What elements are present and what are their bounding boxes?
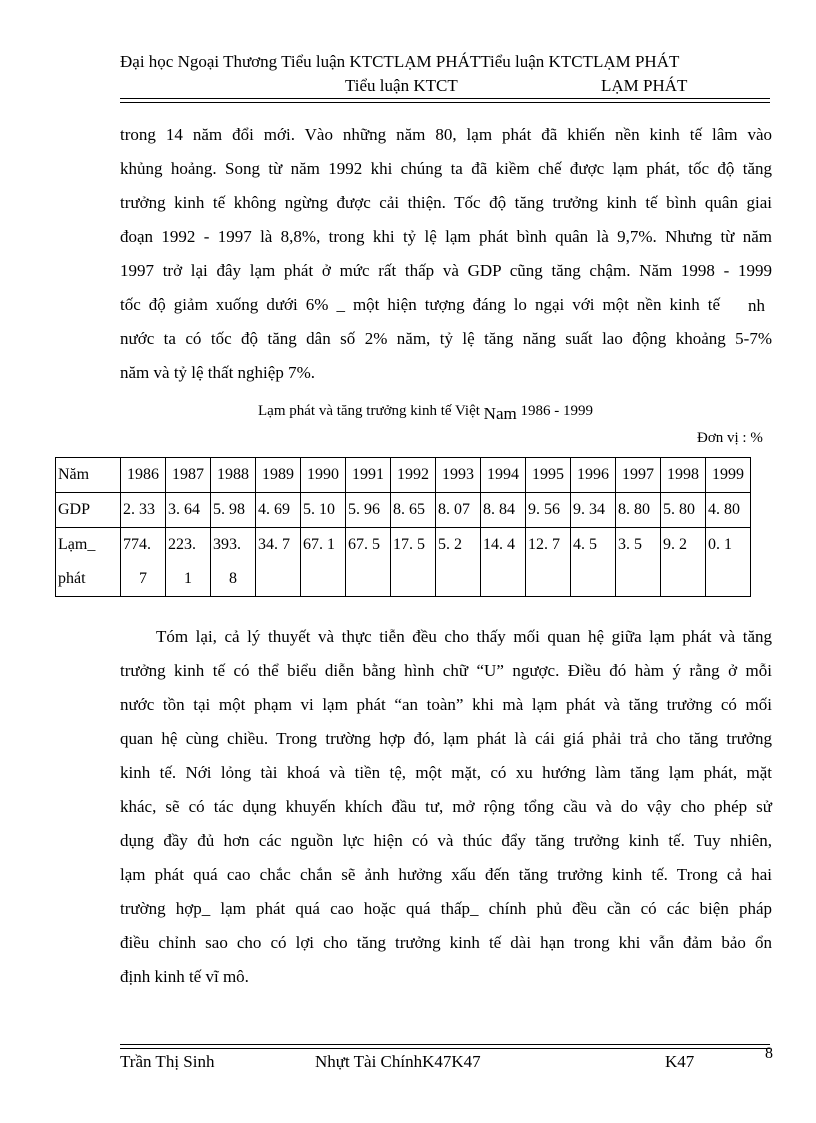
p2-line: khác, sẽ có tác dụng khuyến khích đầu tư, mở rộng tổng cầu và do vậy cho phép sử: [120, 797, 772, 816]
p2-line: kinh tế. Nới lỏng tài khoá và tiền tệ, một mặt, có xu hướng làm tăng lạm phát, mặt: [120, 763, 772, 782]
table-row-inflation: [56, 528, 751, 563]
table-cell-inflation-cont: [301, 562, 346, 597]
table-cell-inflation: 0. 1: [706, 528, 751, 563]
footer-author: Trần Thị Sinh: [120, 1052, 215, 1071]
table-title-years: 1986 - 1999: [520, 403, 593, 419]
paragraph-1: [120, 118, 772, 390]
header-line-1: Đại học Ngoại Thương Tiểu luận KTCTLẠM PHÁTTiểu luận KTCTLẠM PHÁT: [120, 52, 680, 71]
table-cell-inflation: 5. 2: [436, 528, 481, 563]
table-cell-inflation: 67. 5: [346, 528, 391, 563]
table-cell-inflation: 14. 4: [481, 528, 526, 563]
p1-line: tốc độ giảm xuống dưới 6% _ một hiện tượng đáng lo ngại với một nền kinh tế: [120, 295, 720, 314]
table-cell-inflation: 774.: [121, 528, 166, 563]
table-cell-gdp: 5. 10: [301, 493, 346, 528]
table-row-gdp: [56, 493, 751, 528]
table-cell-gdp: 8. 80: [616, 493, 661, 528]
p2-line: trưởng kinh tế có thể biểu diễn bằng hình chữ “U” ngược. Điều đó hàm ý rằng ở mỗi: [120, 661, 772, 680]
table-cell-inflation-cont: 1: [166, 562, 211, 597]
table-cell-gdp: 9. 56: [526, 493, 571, 528]
header-rule-2: [120, 102, 770, 103]
table-header-cell: 1991: [346, 458, 391, 493]
table-title-sub: Nam: [483, 404, 517, 423]
table-cell-inflation-cont: [391, 562, 436, 597]
table-cell-inflation: 223.: [166, 528, 211, 563]
table-cell-inflation: 17. 5: [391, 528, 436, 563]
table-header-cell: 1994: [481, 458, 526, 493]
table-cell-inflation: Lạm_: [56, 528, 121, 563]
table-cell-inflation-cont: [526, 562, 571, 597]
p1-subscript: nh: [748, 296, 765, 315]
table-header-cell: 1989: [256, 458, 301, 493]
table-header-cell: 1999: [706, 458, 751, 493]
table-cell-inflation-cont: 7: [121, 562, 166, 597]
table-cell-gdp: 5. 98: [211, 493, 256, 528]
table-cell-inflation-cont: [661, 562, 706, 597]
table-cell-gdp: 2. 33: [121, 493, 166, 528]
p2-line: điều chỉnh sao cho có lợi cho tăng trưởng kinh tế dài hạn trong khi vẫn đảm bảo ổn: [120, 933, 772, 952]
data-table: [55, 457, 751, 597]
p1-line: trưởng kinh tế không ngừng được cải thiện. Tốc độ tăng trưởng kinh tế bình quân giai: [120, 193, 772, 212]
p1-line: trong 14 năm đổi mới. Vào những năm 80, lạm phát đã khiến nền kinh tế lâm vào: [120, 125, 772, 144]
footer-cohort: K47: [665, 1052, 695, 1071]
paragraph-2: [120, 620, 772, 994]
p2-line: trường hợp_ lạm phát quá cao hoặc quá thấp_ chính phủ đều cần có các biện pháp: [120, 899, 772, 918]
unit-label: Đơn vị : %: [697, 430, 763, 446]
table-cell-gdp: 9. 34: [571, 493, 616, 528]
table-header-cell: 1998: [661, 458, 706, 493]
p1-line: khủng hoảng. Song từ năm 1992 khi chúng ta đã kiềm chế được lạm phát, tốc độ tăng: [120, 159, 772, 178]
table-cell-inflation: 393.: [211, 528, 256, 563]
table-header-cell: 1986: [121, 458, 166, 493]
footer-class: Nhựt Tài ChínhK47K47: [315, 1052, 481, 1071]
table-header-cell: 1997: [616, 458, 661, 493]
table-cell-gdp: GDP: [56, 493, 121, 528]
table-cell-gdp: 4. 80: [706, 493, 751, 528]
table-cell-inflation-cont: 8: [211, 562, 256, 597]
header-rule: [120, 98, 770, 99]
p2-line: định kinh tế vĩ mô.: [120, 967, 249, 986]
p1-line: đoạn 1992 - 1997 là 8,8%, trong khi tỷ lệ lạm phát bình quân là 9,7%. Nhưng từ năm: [120, 227, 772, 246]
table-cell-inflation: 12. 7: [526, 528, 571, 563]
table-header-row: [56, 458, 751, 493]
page-number: 8: [765, 1045, 773, 1062]
p1-line: năm và tỷ lệ thất nghiệp 7%.: [120, 363, 315, 382]
footer-rule: [120, 1044, 770, 1045]
table-cell-inflation-cont: [706, 562, 751, 597]
table-cell-inflation-cont: [346, 562, 391, 597]
table-cell-gdp: 8. 84: [481, 493, 526, 528]
table-cell-inflation: 9. 2: [661, 528, 706, 563]
table-header-cell: 1992: [391, 458, 436, 493]
p2-line: lạm phát quá cao chắc chắn sẽ ảnh hưởng xấu đến tăng trưởng kinh tế. Trong cả hai: [120, 865, 772, 884]
table-header-cell: 1990: [301, 458, 346, 493]
p2-line: quan hệ cùng chiều. Trong trường hợp đó, lạm phát là cái giá phải trả cho tăng trưởng: [120, 729, 772, 748]
table-cell-inflation: 4. 5: [571, 528, 616, 563]
table-title: [258, 400, 593, 423]
header-doc-title: Tiểu luận KTCT: [345, 76, 458, 95]
table-cell-inflation-cont: [481, 562, 526, 597]
p2-line: Tóm lại, cả lý thuyết và thực tiễn đều cho thấy mối quan hệ giữa lạm phát và tăng: [156, 627, 772, 646]
table-cell-inflation: 3. 5: [616, 528, 661, 563]
table-header-cell: 1993: [436, 458, 481, 493]
table-cell-inflation-cont: [256, 562, 301, 597]
table-cell-gdp: 5. 80: [661, 493, 706, 528]
table-cell-gdp: 3. 64: [166, 493, 211, 528]
table-cell-inflation-cont: [571, 562, 616, 597]
table-cell-inflation: 67. 1: [301, 528, 346, 563]
table-header-cell: 1988: [211, 458, 256, 493]
table-row-inflation-cont: [56, 562, 751, 597]
table-cell-gdp: 5. 96: [346, 493, 391, 528]
table-title-text: Lạm phát và tăng trưởng kinh tế Việt: [258, 403, 480, 419]
header-topic: LẠM PHÁT: [601, 76, 688, 95]
p1-line: nước ta có tốc độ tăng dân số 2% năm, tỷ lệ tăng năng suất lao động khoảng 5-7%: [120, 329, 772, 348]
table-header-cell: Năm: [56, 458, 121, 493]
footer-rule-2: [120, 1048, 770, 1049]
p2-line: nước tồn tại một phạm vi lạm phát “an toàn” khi mà lạm phát và tăng trưởng có mối: [120, 695, 772, 714]
table-cell-gdp: 8. 65: [391, 493, 436, 528]
table-cell-inflation-cont: phát: [56, 562, 121, 597]
table-cell-inflation-cont: [616, 562, 661, 597]
table-header-cell: 1996: [571, 458, 616, 493]
table-header-cell: 1995: [526, 458, 571, 493]
table-cell-inflation-cont: [436, 562, 481, 597]
p2-line: dụng đầy đủ hơn các nguồn lực hiện có và thúc đẩy tăng trưởng kinh tế. Tuy nhiên,: [120, 831, 772, 850]
table-cell-gdp: 8. 07: [436, 493, 481, 528]
table-cell-inflation: 34. 7: [256, 528, 301, 563]
p1-line: 1997 trở lại đây lạm phát ở mức rất thấp và GDP cũng tăng chậm. Năm 1998 - 1999: [120, 261, 772, 280]
table-cell-gdp: 4. 69: [256, 493, 301, 528]
table-header-cell: 1987: [166, 458, 211, 493]
